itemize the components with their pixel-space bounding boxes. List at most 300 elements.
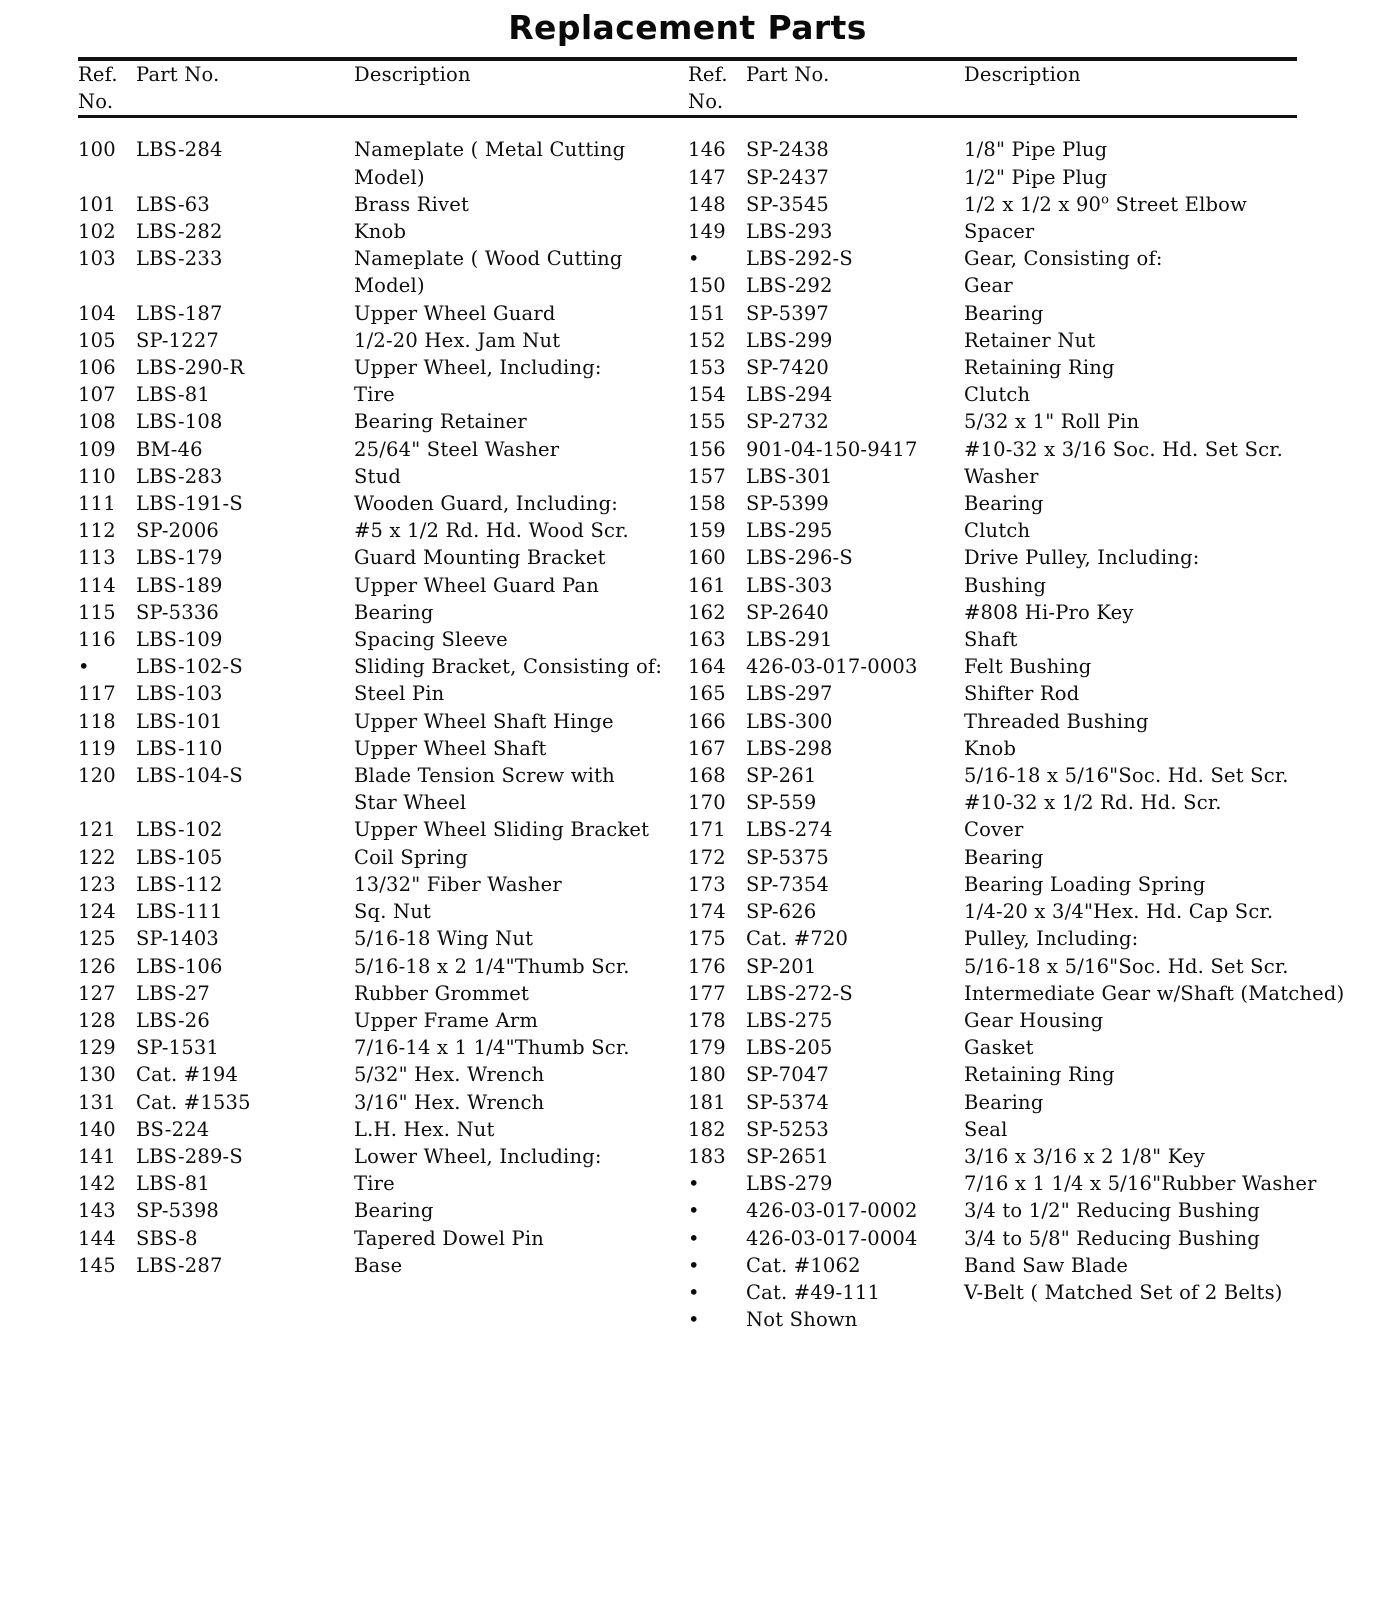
left-ref-cell: 114 [78, 573, 116, 597]
right-desc-cell: Drive Pulley, Including: [964, 546, 1200, 570]
left-part-cell: LBS-106 [136, 954, 223, 978]
right-ref-cell: 156 [688, 437, 726, 461]
left-part-cell: LBS-189 [136, 573, 223, 597]
right-ref-cell: 151 [688, 301, 726, 325]
right-ref-cell: 157 [688, 464, 726, 488]
header-part-left: Part No. [136, 63, 220, 86]
right-desc-cell: Gear Housing [964, 1008, 1104, 1032]
column-header-row [78, 61, 1298, 115]
left-ref-cell: 144 [78, 1226, 116, 1250]
left-desc-cell: Blade Tension Screw with [354, 764, 615, 788]
left-desc-cell: 5/32" Hex. Wrench [354, 1063, 545, 1087]
left-part-cell: LBS-191-S [136, 492, 243, 516]
left-desc-cell: Base [354, 1253, 403, 1277]
left-desc-cell: Knob [354, 220, 407, 244]
table-row [78, 245, 1298, 272]
table-row [78, 1279, 1298, 1306]
header-ref-right-line2: No. [688, 90, 724, 114]
right-ref-cell: 149 [688, 220, 726, 244]
left-desc-cell: Upper Frame Arm [354, 1008, 539, 1032]
right-part-cell: SP-5375 [746, 845, 830, 869]
table-row [78, 517, 1298, 544]
right-desc-cell: #808 Hi-Pro Key [964, 600, 1134, 624]
right-desc-cell: 5/32 x 1" Roll Pin [964, 410, 1140, 434]
left-part-cell: LBS-63 [136, 192, 210, 216]
right-desc-cell: Shaft [964, 628, 1018, 652]
right-part-cell: SP-2651 [746, 1144, 830, 1168]
right-desc-cell: Bearing [964, 301, 1044, 325]
left-ref-cell: 127 [78, 981, 116, 1005]
right-ref-cell: 172 [688, 845, 726, 869]
right-part-cell: SP-3545 [746, 192, 830, 216]
left-part-cell: LBS-105 [136, 845, 223, 869]
right-desc-cell: Clutch [964, 519, 1031, 543]
right-ref-cell: 153 [688, 356, 726, 380]
right-desc-cell: Intermediate Gear w/Shaft (Matched) [964, 981, 1345, 1005]
right-desc-cell: Retainer Nut [964, 328, 1096, 352]
left-desc-cell: Tire [354, 383, 395, 407]
right-ref-cell: 168 [688, 764, 726, 788]
left-desc-cell: 5/16-18 x 2 1/4"Thumb Scr. [354, 954, 630, 978]
right-desc-cell: 5/16-18 x 5/16"Soc. Hd. Set Scr. [964, 954, 1289, 978]
left-ref-cell: 116 [78, 628, 116, 652]
left-part-cell: LBS-179 [136, 546, 223, 570]
right-desc-cell: 1/8" Pipe Plug [964, 138, 1108, 162]
header-ref-left-line1: Ref. [78, 63, 118, 86]
right-desc-cell: Washer [964, 464, 1039, 488]
left-ref-cell: 145 [78, 1253, 116, 1277]
left-desc-cell: 25/64" Steel Washer [354, 437, 560, 461]
left-ref-cell: 112 [78, 519, 116, 543]
table-row [78, 871, 1298, 898]
parts-table-body-wrap [78, 118, 1345, 1333]
left-ref-cell: 101 [78, 192, 116, 216]
right-ref-cell: 166 [688, 709, 726, 733]
right-part-cell: SP-559 [746, 791, 817, 815]
left-desc-cell: Model) [354, 274, 425, 298]
table-row [78, 1061, 1298, 1088]
right-part-cell: Not Shown [746, 1308, 858, 1332]
left-ref-cell: 119 [78, 736, 116, 760]
left-part-cell: LBS-102-S [136, 655, 243, 679]
right-part-cell: SP-7420 [746, 356, 830, 380]
left-desc-cell: Upper Wheel Shaft [354, 736, 547, 760]
right-ref-cell: 158 [688, 492, 726, 516]
right-desc-cell: Bearing Loading Spring [964, 872, 1206, 896]
table-row [78, 381, 1298, 408]
right-ref-cell: 179 [688, 1036, 726, 1060]
right-ref-cell: 183 [688, 1144, 726, 1168]
left-part-cell: LBS-103 [136, 682, 223, 706]
left-part-cell: LBS-81 [136, 383, 210, 407]
left-part-cell: LBS-108 [136, 410, 223, 434]
right-desc-cell: Retaining Ring [964, 1063, 1115, 1087]
right-ref-cell: 159 [688, 519, 726, 543]
left-desc-cell: Upper Wheel Sliding Bracket [354, 818, 650, 842]
right-ref-cell: • [688, 1253, 700, 1277]
right-desc-cell: Gear [964, 274, 1013, 298]
left-desc-cell: Model) [354, 165, 425, 189]
left-ref-cell: 123 [78, 872, 116, 896]
right-ref-cell: 178 [688, 1008, 726, 1032]
table-row [78, 735, 1298, 762]
right-ref-cell: 171 [688, 818, 726, 842]
left-ref-cell: 102 [78, 220, 116, 244]
right-ref-cell: 164 [688, 655, 726, 679]
right-part-cell: 901-04-150-9417 [746, 437, 918, 461]
right-desc-cell: Spacer [964, 220, 1035, 244]
left-part-cell [136, 164, 354, 191]
right-desc-cell: Shifter Rod [964, 682, 1080, 706]
right-ref-cell: 165 [688, 682, 726, 706]
left-desc-cell: Guard Mounting Bracket [354, 546, 606, 570]
left-ref-cell: 117 [78, 682, 116, 706]
left-desc-cell: 5/16-18 Wing Nut [354, 927, 534, 951]
right-desc-cell: Clutch [964, 383, 1031, 407]
left-ref-cell: 105 [78, 328, 116, 352]
left-ref-cell: 118 [78, 709, 116, 733]
left-ref-cell: 124 [78, 900, 116, 924]
table-row [78, 300, 1298, 327]
right-ref-cell: 160 [688, 546, 726, 570]
table-row [78, 980, 1298, 1007]
right-ref-cell: • [688, 1280, 700, 1304]
right-desc-cell: #10-32 x 1/2 Rd. Hd. Scr. [964, 791, 1222, 815]
left-desc-cell: Tapered Dowel Pin [354, 1226, 545, 1250]
left-ref-cell: 110 [78, 464, 116, 488]
right-ref-cell: 146 [688, 138, 726, 162]
right-part-cell: LBS-292-S [746, 247, 853, 271]
left-ref-cell: 130 [78, 1063, 116, 1087]
right-part-cell: SP-5253 [746, 1117, 830, 1141]
table-row [78, 1225, 1298, 1252]
left-desc-cell: Tire [354, 1172, 395, 1196]
header-part-right: Part No. [746, 63, 830, 86]
left-part-cell: LBS-110 [136, 736, 223, 760]
right-desc-cell: Threaded Bushing [964, 709, 1149, 733]
right-part-cell: SP-5374 [746, 1090, 830, 1114]
right-desc-cell: Bearing [964, 492, 1044, 516]
right-ref-cell: 152 [688, 328, 726, 352]
left-part-cell [136, 272, 354, 299]
left-part-cell: LBS-101 [136, 709, 223, 733]
left-desc-cell: Upper Wheel, Including: [354, 356, 602, 380]
left-part-cell: LBS-102 [136, 818, 223, 842]
left-desc-cell: Bearing [354, 600, 434, 624]
table-row [78, 136, 1298, 163]
left-desc-cell: Bearing Retainer [354, 410, 527, 434]
left-ref-cell: 122 [78, 845, 116, 869]
right-desc-cell: Bushing [964, 573, 1047, 597]
left-part-cell: LBS-104-S [136, 764, 243, 788]
left-part-cell: SP-1531 [136, 1036, 220, 1060]
right-part-cell: LBS-279 [746, 1172, 833, 1196]
right-part-cell: LBS-275 [746, 1008, 833, 1032]
right-ref-cell: 173 [688, 872, 726, 896]
right-desc-cell: Pulley, Including: [964, 927, 1139, 951]
left-part-cell: LBS-112 [136, 872, 223, 896]
table-row [78, 844, 1298, 871]
table-row [78, 1089, 1298, 1116]
right-ref-cell: 180 [688, 1063, 726, 1087]
left-desc-cell: Sq. Nut [354, 900, 432, 924]
left-desc-cell: Sliding Bracket, Consisting of: [354, 655, 663, 679]
table-row [78, 463, 1298, 490]
left-desc-cell: Bearing [354, 1199, 434, 1223]
header-desc-right: Description [964, 63, 1081, 86]
left-desc-cell: Star Wheel [354, 791, 467, 815]
left-desc-cell: Upper Wheel Guard Pan [354, 573, 599, 597]
right-desc-cell: 5/16-18 x 5/16"Soc. Hd. Set Scr. [964, 764, 1289, 788]
right-part-cell: LBS-303 [746, 573, 833, 597]
right-desc-cell: Gasket [964, 1036, 1034, 1060]
left-part-cell: LBS-289-S [136, 1144, 243, 1168]
table-row [78, 1116, 1298, 1143]
right-desc-cell: 1/2" Pipe Plug [964, 165, 1108, 189]
table-row [78, 599, 1298, 626]
left-desc-cell: Nameplate ( Wood Cutting [354, 247, 623, 271]
right-desc-cell: V-Belt ( Matched Set of 2 Belts) [964, 1280, 1283, 1304]
right-part-cell: LBS-294 [746, 383, 833, 407]
left-part-cell: LBS-109 [136, 628, 223, 652]
table-row [78, 272, 1298, 299]
right-part-cell: LBS-205 [746, 1036, 833, 1060]
left-part-cell: SP-1403 [136, 927, 220, 951]
left-desc-cell: #5 x 1/2 Rd. Hd. Wood Scr. [354, 519, 629, 543]
left-part-cell: Cat. #1535 [136, 1090, 251, 1114]
parts-header-table [78, 61, 1298, 115]
left-ref-cell [78, 164, 136, 191]
table-row [78, 436, 1298, 463]
right-part-cell: SP-2640 [746, 600, 830, 624]
left-ref-cell: 100 [78, 138, 116, 162]
left-part-cell [136, 789, 354, 816]
left-part-cell: LBS-27 [136, 981, 210, 1005]
right-part-cell: SP-626 [746, 900, 817, 924]
left-ref-cell: 126 [78, 954, 116, 978]
table-row [78, 1034, 1298, 1061]
left-ref-cell [78, 272, 136, 299]
table-row [78, 708, 1298, 735]
right-part-cell: LBS-296-S [746, 546, 853, 570]
right-ref-cell: 177 [688, 981, 726, 1005]
right-part-cell: SP-2437 [746, 165, 830, 189]
right-ref-cell: 174 [688, 900, 726, 924]
left-ref-cell: 128 [78, 1008, 116, 1032]
right-ref-cell: 182 [688, 1117, 726, 1141]
right-part-cell: LBS-301 [746, 464, 833, 488]
left-part-cell: LBS-290-R [136, 356, 245, 380]
right-desc-cell: Knob [964, 736, 1017, 760]
left-part-cell: LBS-284 [136, 138, 223, 162]
left-part-cell: LBS-283 [136, 464, 223, 488]
parts-table [78, 118, 1345, 1333]
left-desc-cell: 1/2-20 Hex. Jam Nut [354, 328, 561, 352]
table-row [78, 408, 1298, 435]
right-part-cell: SP-201 [746, 954, 817, 978]
table-row [78, 1007, 1298, 1034]
right-desc-cell: Band Saw Blade [964, 1253, 1129, 1277]
table-row [78, 816, 1298, 843]
right-desc-cell: Gear, Consisting of: [964, 247, 1163, 271]
left-part-cell: SP-5336 [136, 600, 220, 624]
left-ref-cell: 141 [78, 1144, 116, 1168]
left-ref-cell: 131 [78, 1090, 116, 1114]
table-row [78, 118, 1298, 136]
right-part-cell: SP-261 [746, 764, 817, 788]
right-part-cell: SP-5397 [746, 301, 830, 325]
right-part-cell: LBS-298 [746, 736, 833, 760]
table-row [78, 191, 1298, 218]
right-part-cell: SP-7354 [746, 872, 830, 896]
left-ref-cell: 125 [78, 927, 116, 951]
right-part-cell: SP-7047 [746, 1063, 830, 1087]
table-row [78, 762, 1298, 789]
left-ref-cell: • [78, 655, 90, 679]
right-desc-cell: 3/16 x 3/16 x 2 1/8" Key [964, 1144, 1205, 1168]
left-ref-cell: 120 [78, 764, 116, 788]
right-desc-cell: 7/16 x 1 1/4 x 5/16"Rubber Washer [964, 1172, 1317, 1196]
table-row [78, 327, 1298, 354]
table-top-spacer [78, 118, 1298, 136]
right-part-cell: LBS-300 [746, 709, 833, 733]
left-desc-cell: 3/16" Hex. Wrench [354, 1090, 545, 1114]
left-part-cell: SBS-8 [136, 1226, 198, 1250]
right-desc-cell: Felt Bushing [964, 655, 1092, 679]
right-ref-cell: 161 [688, 573, 726, 597]
left-desc-cell: 13/32" Fiber Washer [354, 872, 562, 896]
left-ref-cell: 103 [78, 247, 116, 271]
left-part-cell: LBS-233 [136, 247, 223, 271]
left-ref-cell [78, 789, 136, 816]
table-row [78, 490, 1298, 517]
left-part-cell: LBS-187 [136, 301, 223, 325]
right-part-cell: LBS-295 [746, 519, 833, 543]
right-part-cell: 426-03-017-0002 [746, 1199, 918, 1223]
right-part-cell: LBS-274 [746, 818, 833, 842]
left-ref-cell: 111 [78, 492, 116, 516]
left-desc-cell: Upper Wheel Shaft Hinge [354, 709, 614, 733]
right-part-cell: 426-03-017-0004 [746, 1226, 918, 1250]
header-ref-left-line2: No. [78, 90, 114, 114]
right-ref-cell: 154 [688, 383, 726, 407]
left-ref-cell: 140 [78, 1117, 116, 1141]
table-row [78, 953, 1298, 980]
right-ref-cell: • [688, 1308, 700, 1332]
table-row [78, 572, 1298, 599]
right-part-cell: Cat. #49-111 [746, 1280, 881, 1304]
right-desc-cell: Retaining Ring [964, 356, 1115, 380]
left-ref-cell: 108 [78, 410, 116, 434]
right-part-cell: LBS-272-S [746, 981, 853, 1005]
right-ref-cell: 147 [688, 165, 726, 189]
left-desc-cell: Wooden Guard, Including: [354, 492, 619, 516]
right-ref-cell: 148 [688, 192, 726, 216]
table-row [78, 789, 1298, 816]
right-desc-cell: Bearing [964, 1090, 1044, 1114]
table-row [78, 1306, 1298, 1333]
right-desc-cell: 3/4 to 5/8" Reducing Bushing [964, 1226, 1260, 1250]
page-title: Replacement Parts [508, 8, 867, 47]
parts-rows [78, 136, 1345, 1333]
table-row [78, 925, 1298, 952]
left-part-cell: LBS-111 [136, 900, 223, 924]
table-row [78, 653, 1298, 680]
right-desc-cell: 1/2 x 1/2 x 90$^o$ Street Elbow [964, 192, 1248, 216]
header-ref-right-line1: Ref. [688, 63, 728, 86]
left-part-cell: LBS-81 [136, 1172, 210, 1196]
table-row [78, 1170, 1298, 1197]
left-ref-cell: 143 [78, 1199, 116, 1223]
left-ref-cell: 113 [78, 546, 116, 570]
right-ref-cell: 176 [688, 954, 726, 978]
left-desc-cell: Coil Spring [354, 845, 468, 869]
right-ref-cell: 163 [688, 628, 726, 652]
table-row [78, 1252, 1298, 1279]
right-ref-cell: 175 [688, 927, 726, 951]
right-desc-cell: Bearing [964, 845, 1044, 869]
right-desc-cell: Cover [964, 818, 1024, 842]
right-ref-cell: 155 [688, 410, 726, 434]
right-part-cell: SP-2438 [746, 138, 830, 162]
table-row [78, 218, 1298, 245]
right-part-cell: 426-03-017-0003 [746, 655, 918, 679]
header-ref-left [78, 61, 136, 115]
right-part-cell: LBS-292 [746, 274, 833, 298]
right-part-cell: LBS-291 [746, 628, 833, 652]
right-part-cell: Cat. #1062 [746, 1253, 861, 1277]
left-desc-cell: Brass Rivet [354, 192, 470, 216]
left-part-cell: LBS-26 [136, 1008, 210, 1032]
left-ref-cell: 109 [78, 437, 116, 461]
right-desc-cell: 1/4-20 x 3/4"Hex. Hd. Cap Scr. [964, 900, 1274, 924]
right-part-cell: SP-5399 [746, 492, 830, 516]
right-desc-cell: 3/4 to 1/2" Reducing Bushing [964, 1199, 1260, 1223]
right-part-cell: Cat. #720 [746, 927, 849, 951]
left-desc-cell: Stud [354, 464, 402, 488]
left-desc-cell: L.H. Hex. Nut [354, 1117, 495, 1141]
left-part-cell: BM-46 [136, 437, 203, 461]
left-part-cell: LBS-287 [136, 1253, 223, 1277]
left-part-cell: Cat. #194 [136, 1063, 239, 1087]
left-desc-cell: Rubber Grommet [354, 981, 530, 1005]
right-desc-cell: #10-32 x 3/16 Soc. Hd. Set Scr. [964, 437, 1284, 461]
right-ref-cell: • [688, 1172, 700, 1196]
left-part-cell: SP-2006 [136, 519, 220, 543]
left-ref-cell: 115 [78, 600, 116, 624]
table-row [78, 544, 1298, 571]
left-ref-cell: 142 [78, 1172, 116, 1196]
table-row [78, 1143, 1298, 1170]
table-row [78, 164, 1298, 191]
table-row [78, 898, 1298, 925]
left-ref-cell: 107 [78, 383, 116, 407]
right-ref-cell: • [688, 247, 700, 271]
right-part-cell: LBS-297 [746, 682, 833, 706]
right-ref-cell: 167 [688, 736, 726, 760]
left-part-cell: BS-224 [136, 1117, 210, 1141]
right-ref-cell: • [688, 1226, 700, 1250]
left-desc-cell: Nameplate ( Metal Cutting [354, 138, 626, 162]
left-part-cell: SP-5398 [136, 1199, 220, 1223]
header-desc-left: Description [354, 63, 471, 86]
left-ref-cell: 106 [78, 356, 116, 380]
right-desc-cell [964, 1306, 1298, 1333]
table-row [78, 626, 1298, 653]
left-desc-cell: Lower Wheel, Including: [354, 1144, 602, 1168]
left-desc-cell: Steel Pin [354, 682, 445, 706]
left-desc-cell: Spacing Sleeve [354, 628, 508, 652]
